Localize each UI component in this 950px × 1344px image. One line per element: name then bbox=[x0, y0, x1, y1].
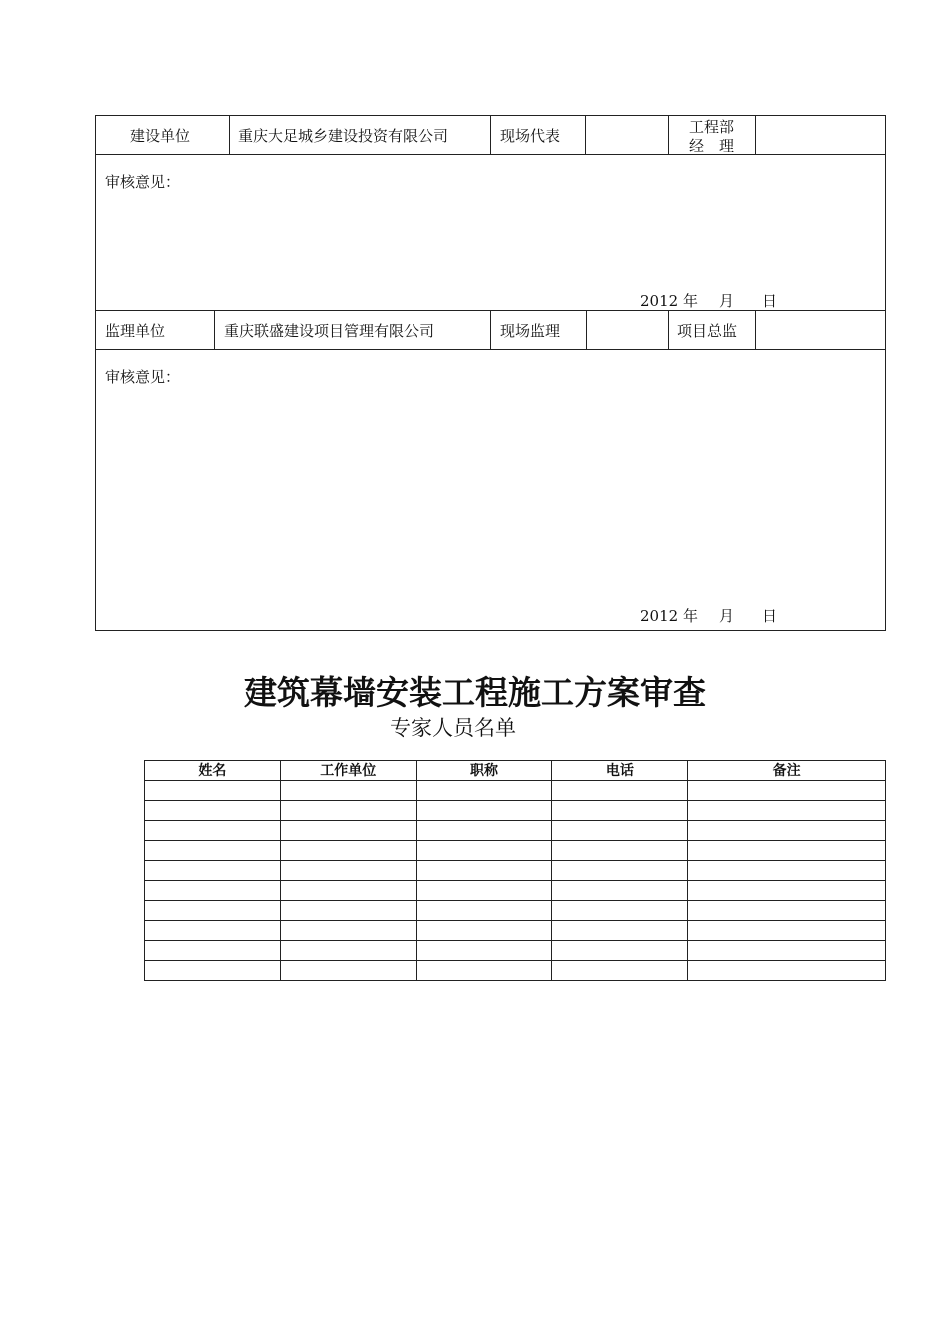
cell-remarks[interactable] bbox=[688, 901, 886, 921]
row2-divider-3 bbox=[586, 310, 587, 350]
cell-remarks[interactable] bbox=[688, 841, 886, 861]
project-manager-label-line2: 经 理 bbox=[689, 137, 735, 155]
document-title: 建筑幕墙安装工程施工方案审查 bbox=[244, 673, 706, 712]
cell-remarks[interactable] bbox=[688, 821, 886, 841]
cell-phone[interactable] bbox=[552, 781, 688, 801]
supervision-unit-label: 监理单位 bbox=[105, 322, 166, 340]
form-border-left bbox=[95, 115, 96, 631]
table-row bbox=[145, 881, 886, 901]
table-row bbox=[145, 941, 886, 961]
cell-phone[interactable] bbox=[552, 881, 688, 901]
cell-name[interactable] bbox=[145, 821, 281, 841]
form-border-bottom bbox=[95, 630, 886, 631]
cell-name[interactable] bbox=[145, 941, 281, 961]
cell-title[interactable] bbox=[416, 881, 552, 901]
cell-phone[interactable] bbox=[552, 921, 688, 941]
review-date-month: 月 bbox=[719, 292, 735, 310]
review-date-day: 日 bbox=[762, 292, 778, 310]
cell-title[interactable] bbox=[416, 921, 552, 941]
cell-remarks[interactable] bbox=[688, 941, 886, 961]
site-rep-label: 现场代表 bbox=[500, 127, 561, 145]
cell-remarks[interactable] bbox=[688, 961, 886, 981]
cell-phone[interactable] bbox=[552, 821, 688, 841]
cell-remarks[interactable] bbox=[688, 781, 886, 801]
cell-remarks[interactable] bbox=[688, 921, 886, 941]
cell-phone[interactable] bbox=[552, 941, 688, 961]
header-work-unit: 工作单位 bbox=[280, 761, 416, 781]
cell-title[interactable] bbox=[416, 821, 552, 841]
cell-work-unit[interactable] bbox=[280, 781, 416, 801]
site-supervisor-label: 现场监理 bbox=[500, 322, 561, 340]
table-row bbox=[145, 841, 886, 861]
cell-name[interactable] bbox=[145, 881, 281, 901]
table-row bbox=[145, 781, 886, 801]
cell-name[interactable] bbox=[145, 961, 281, 981]
document-subtitle: 专家人员名单 bbox=[390, 716, 516, 740]
supervision-date-month: 月 bbox=[719, 607, 735, 625]
table-row bbox=[145, 921, 886, 941]
row2-divider-4 bbox=[668, 310, 669, 350]
cell-name[interactable] bbox=[145, 801, 281, 821]
row2-divider-2 bbox=[490, 310, 491, 350]
header-remarks: 备注 bbox=[688, 761, 886, 781]
cell-title[interactable] bbox=[416, 941, 552, 961]
header-phone: 电话 bbox=[552, 761, 688, 781]
table-row bbox=[145, 801, 886, 821]
row1-divider-1 bbox=[229, 115, 230, 155]
expert-list-table bbox=[144, 760, 886, 981]
cell-work-unit[interactable] bbox=[280, 821, 416, 841]
table-header-row bbox=[145, 761, 886, 781]
cell-phone[interactable] bbox=[552, 861, 688, 881]
supervision-date-year: 2012 年 bbox=[640, 607, 698, 625]
cell-phone[interactable] bbox=[552, 801, 688, 821]
header-title: 职称 bbox=[416, 761, 552, 781]
row2-divider-1 bbox=[214, 310, 215, 350]
cell-work-unit[interactable] bbox=[280, 901, 416, 921]
form-border-right bbox=[885, 115, 886, 631]
row1-divider-2 bbox=[490, 115, 491, 155]
table-row bbox=[145, 821, 886, 841]
construction-unit-label: 建设单位 bbox=[130, 127, 191, 145]
cell-remarks[interactable] bbox=[688, 801, 886, 821]
cell-title[interactable] bbox=[416, 901, 552, 921]
chief-supervisor-label: 项目总监 bbox=[677, 322, 738, 340]
cell-phone[interactable] bbox=[552, 961, 688, 981]
cell-title[interactable] bbox=[416, 861, 552, 881]
review-date-year: 2012 年 bbox=[640, 292, 698, 310]
cell-name[interactable] bbox=[145, 861, 281, 881]
cell-phone[interactable] bbox=[552, 901, 688, 921]
cell-title[interactable] bbox=[416, 781, 552, 801]
cell-name[interactable] bbox=[145, 781, 281, 801]
table-row bbox=[145, 901, 886, 921]
table-row bbox=[145, 961, 886, 981]
review-opinion-label: 审核意见： bbox=[105, 173, 181, 191]
supervision-unit-name: 重庆联盛建设项目管理有限公司 bbox=[224, 322, 435, 340]
project-manager-label-line1: 工程部 bbox=[689, 118, 735, 136]
cell-phone[interactable] bbox=[552, 841, 688, 861]
cell-work-unit[interactable] bbox=[280, 941, 416, 961]
cell-title[interactable] bbox=[416, 961, 552, 981]
cell-remarks[interactable] bbox=[688, 881, 886, 901]
row1-divider-3 bbox=[585, 115, 586, 155]
cell-work-unit[interactable] bbox=[280, 881, 416, 901]
construction-unit-name: 重庆大足城乡建设投资有限公司 bbox=[238, 127, 449, 145]
table-row bbox=[145, 861, 886, 881]
cell-work-unit[interactable] bbox=[280, 861, 416, 881]
supervision-date-day: 日 bbox=[762, 607, 778, 625]
supervision-opinion-label: 审核意见： bbox=[105, 368, 181, 386]
cell-title[interactable] bbox=[416, 801, 552, 821]
row1-divider-4 bbox=[668, 115, 669, 155]
header-name: 姓名 bbox=[145, 761, 281, 781]
row1-divider-5 bbox=[755, 115, 756, 155]
cell-title[interactable] bbox=[416, 841, 552, 861]
cell-work-unit[interactable] bbox=[280, 801, 416, 821]
cell-name[interactable] bbox=[145, 921, 281, 941]
cell-remarks[interactable] bbox=[688, 861, 886, 881]
cell-name[interactable] bbox=[145, 841, 281, 861]
cell-work-unit[interactable] bbox=[280, 921, 416, 941]
cell-work-unit[interactable] bbox=[280, 961, 416, 981]
row2-divider-5 bbox=[755, 310, 756, 350]
cell-work-unit[interactable] bbox=[280, 841, 416, 861]
cell-name[interactable] bbox=[145, 901, 281, 921]
